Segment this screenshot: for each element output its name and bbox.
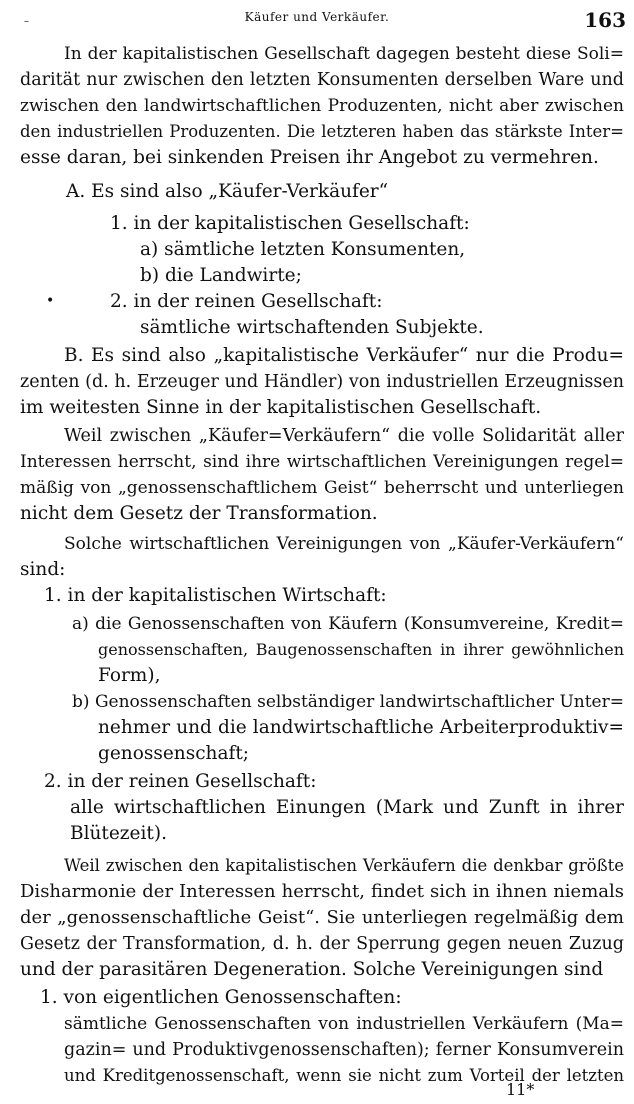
text-line: Weil zwischen „Käufer=Verkäufern“ die volle Solidarität aller [64,426,624,446]
text-line: gazin= und Produktivgenossenschaften); ferner Konsumverein [64,1040,624,1060]
text-line: b) die Landwirte; [140,265,302,286]
signature-mark: 11* [506,1080,535,1099]
text-line: mäßig von „genossenschaftlichem Geist“ beherrscht und unterliegen [20,478,624,498]
page-header [0,6,634,34]
stray-mark: • [46,293,55,309]
text-line: Weil zwischen den kapitalistischen Verkäufern die denkbar größte [64,856,624,875]
text-line: esse daran, bei sinkenden Preisen ihr Angebot zu vermehren. [20,147,599,168]
text-line: sämtliche Genossenschaften von industriellen Verkäufern (Ma= [64,1014,624,1034]
text-line: genossenschaft; [98,743,250,764]
text-line: Blütezeit). [70,823,167,844]
text-line: 1. von eigentlichen Genossenschaften: [40,987,402,1008]
text-line: A. Es sind also „Käufer-Verkäufer“ [66,181,389,202]
header-mark: – [24,16,29,27]
text-line: genossenschaften, Baugenossenschaften in ihrer gewöhnlichen [98,640,624,659]
text-line: und Kreditgenossenschaft, wenn sie nicht zum Vorteil der letzten [64,1066,624,1085]
text-line: 1. in der kapitalistischen Gesellschaft: [110,213,470,234]
text-line: 2. in der reinen Gesellschaft: [44,771,317,792]
text-line: nehmer und die landwirtschaftliche Arbeiterproduktiv= [98,717,624,738]
text-line: im weitesten Sinne in der kapitalistischen Gesellschaft. [20,397,542,418]
text-line: Solche wirtschaftlichen Vereinigungen von „Käufer-Verkäufern“ [64,534,624,554]
page-number: 163 [584,8,626,32]
running-title: Käufer und Verkäufer. [244,10,390,24]
text-line: zenten (d. h. Erzeuger und Händler) von industriellen Erzeugnissen [20,372,624,392]
text-line: sind: [20,559,66,580]
text-line: Interessen herrscht, sind ihre wirtschaftlichen Vereinigungen regel= [20,452,624,472]
text-line: Disharmonie der Interessen herrscht, findet sich in ihnen niemals [20,881,624,902]
text-line: der „genossenschaftliche Geist“. Sie unterliegen regelmäßig dem [20,907,624,928]
text-line: sämtliche wirtschaftenden Subjekte. [140,317,484,338]
text-line: den industriellen Produzenten. Die letzteren haben das stärkste Inter= [20,122,624,141]
text-line: 1. in der kapitalistischen Wirtschaft: [44,585,387,606]
text-line: Form), [98,665,161,686]
text-line: In der kapitalistischen Gesellschaft dagegen besteht diese Soli= [64,44,624,64]
text-line: nicht dem Gesetz der Transformation. [20,503,378,524]
text-line: zwischen den landwirtschaftlichen Produzenten, nicht aber zwischen [20,96,624,116]
text-line: alle wirtschaftlichen Einungen (Mark und Zunft in ihrer [70,797,624,818]
text-line: B. Es sind also „kapitalistische Verkäufer“ nur die Produ= [64,345,624,366]
text-line: a) sämtliche letzten Konsumenten, [140,239,466,260]
text-line: darität nur zwischen den letzten Konsumenten derselben Ware und [20,70,624,90]
text-line: b) Genossenschaften selbständiger landwirtschaftlicher Unter= [72,692,624,712]
text-line: und der parasitären Degeneration. Solche Vereinigungen sind [20,959,604,980]
text-line: 2. in der reinen Gesellschaft: [110,291,383,312]
text-line: a) die Genossenschaften von Käufern (Konsumvereine, Kredit= [72,614,624,634]
text-line: Gesetz der Transformation, d. h. der Sperrung gegen neuen Zuzug [20,934,624,954]
